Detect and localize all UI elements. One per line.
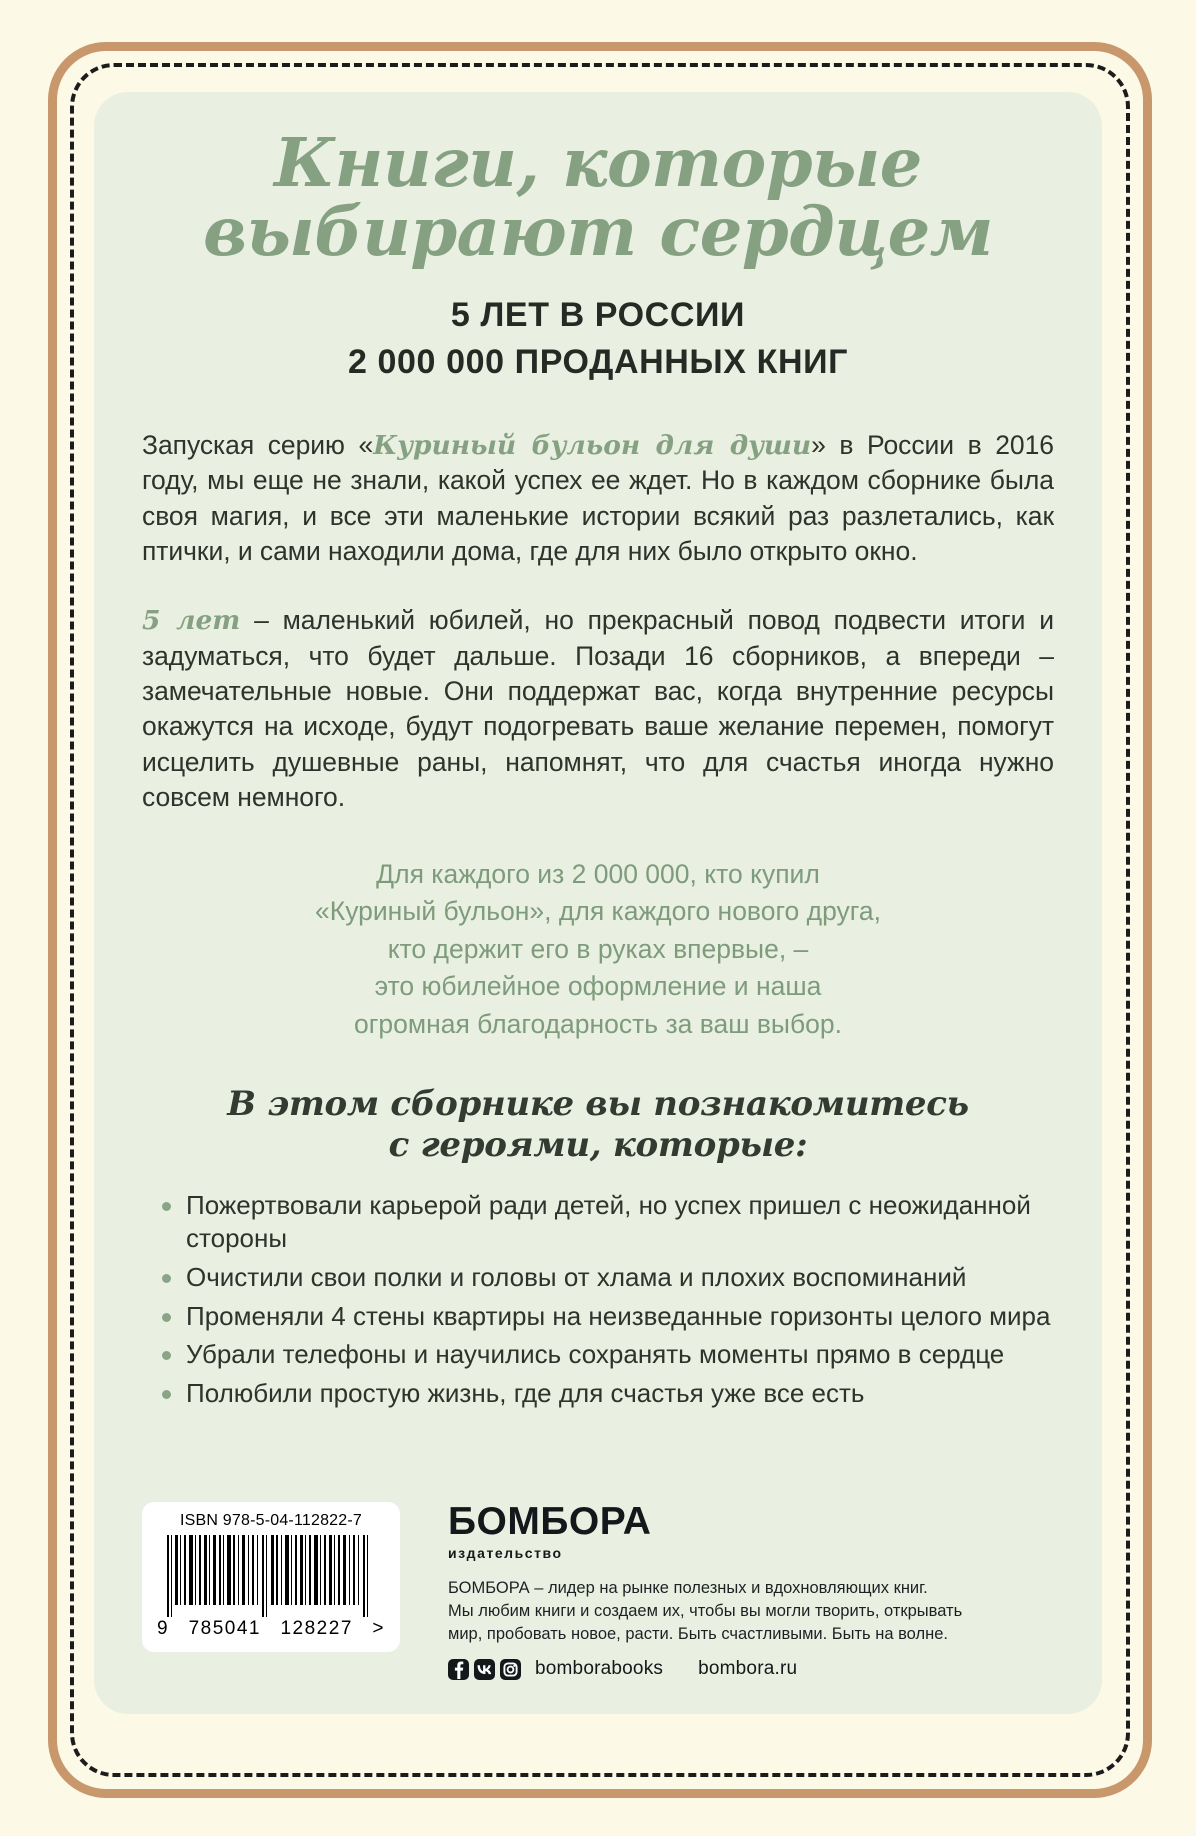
intro-paragraph [142,428,1054,570]
barcode-image [165,1535,377,1617]
barcode-digit-first: 9 [157,1618,170,1639]
website-link[interactable]: bombora.ru [698,1658,798,1680]
barcode-digit-group-1: 785041 [188,1618,261,1639]
footer [142,1502,1062,1688]
barcode-block [142,1502,400,1652]
publisher-description-line: Мы любим книги и создаем их, чтобы вы могли творить, открывать [448,1601,963,1620]
title-line-1: Книги, которые [274,123,922,202]
instagram-icon[interactable] [500,1659,521,1680]
five-years-highlight: 5 лет [142,605,241,637]
dedication-line: Для каждого из 2 000 000, кто купил [376,858,820,889]
section-heading [142,1084,1054,1167]
highlights-list [142,1189,1054,1411]
barcode-digits [157,1618,385,1640]
publisher-description [448,1577,1062,1645]
stat-years: 5 ЛЕТ В РОССИИ [450,296,746,334]
dedication-block [142,856,1054,1044]
dedication-line: это юбилейное оформление и наша [374,971,822,1002]
list-item: Полюбили простую жизнь, где для счастья уже все есть [160,1377,1054,1411]
barcode-digit-last: > [372,1618,385,1639]
vk-icon[interactable] [474,1659,495,1680]
list-item: Пожертвовали карьерой ради детей, но успех пришел с неожиданной стороны [160,1189,1054,1256]
barcode-digit-group-2: 128227 [280,1618,353,1639]
stats-block [142,292,1054,386]
stat-copies: 2 000 000 ПРОДАННЫХ КНИГ [347,342,849,381]
series-title: Куриный бульон для души [373,429,812,461]
publisher-kind: издательство [448,1545,563,1561]
publisher-logo: БОМБОРА [448,1500,652,1543]
publisher-description-line: БОМБОРА – лидер на рынке полезных и вдохновляющих книг. [448,1579,928,1597]
dedication-line: огромная благодарность за ваш выбор. [353,1009,842,1040]
list-item: Убрали телефоны и научились сохранять моменты прямо в сердце [160,1338,1054,1372]
list-item: Променяли 4 стены квартиры на неизведанные горизонты целого мира [160,1300,1054,1334]
intro-before: Запуская серию « [142,429,374,460]
isbn-text: ISBN 978-5-04-112822-7 [180,1512,362,1529]
dedication-line: кто держит его в руках впервые, – [387,933,809,964]
social-links [448,1658,1062,1680]
section-heading-line-2: с героями, которые: [388,1125,808,1166]
page-title [142,92,1054,271]
title-line-2: выбирают сердцем [203,192,993,271]
publisher-description-line: мир, пробовать новое, расти. Быть счастливыми. Быть на волне. [448,1624,948,1643]
facebook-icon[interactable] [448,1659,469,1680]
content-card [94,92,1102,1714]
anniversary-paragraph [142,603,1054,815]
anniversary-after: – маленький юбилей, но прекрасный повод подвести итоги и задуматься, что будет дальше. Позади 16 сборников, а впереди – замечательные новые. Они поддержат вас, когда внутренние ресурсы окажутся на исходе, будут подогревать ваше желание перемен, помогут исцелить душевные раны, напомнят, что для счастья иногда нужно совсем немного. [142,605,1054,813]
social-handle[interactable]: bomborabooks [535,1658,664,1680]
list-item: Очистили свои полки и головы от хлама и плохих воспоминаний [160,1261,1054,1295]
section-heading-line-1: В этом сборнике вы познакомитесь [227,1083,969,1124]
publisher-block [448,1502,1062,1680]
dedication-line: «Куриный бульон», для каждого нового друга, [315,896,881,927]
intro-after: » в России в 2016 году, мы еще не знали, какой успех ее ждет. Но в каждом сборнике была своя магия, и все эти маленькие истории всякий раз разлетались, как птички, и сами находили дома, где для них было открыто окно. [142,429,1054,566]
